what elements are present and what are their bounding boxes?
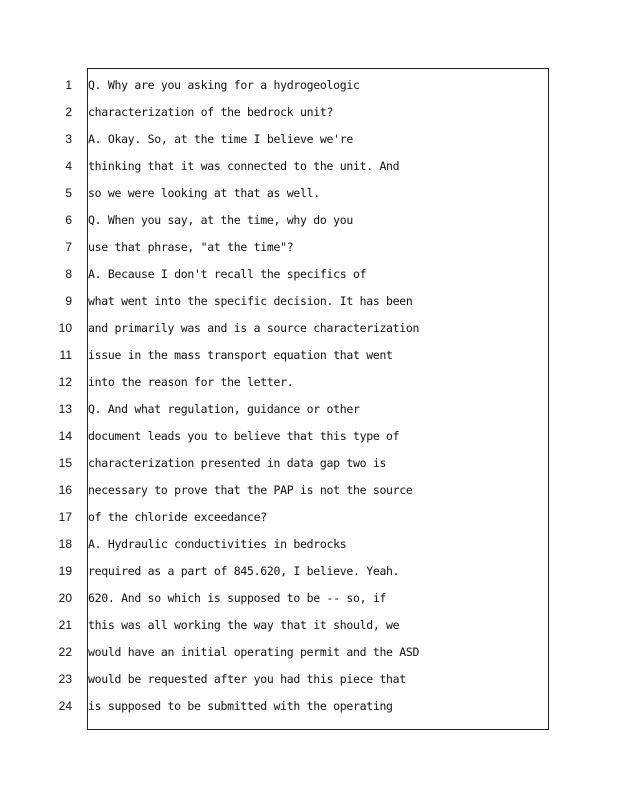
line-text: Q. Why are you asking for a hydrogeologic	[88, 78, 360, 92]
line-number: 24	[58, 699, 72, 713]
line-number: 16	[58, 483, 72, 497]
line-text: into the reason for the letter.	[88, 375, 294, 389]
line-text: would have an initial operating permit and the ASD	[88, 645, 420, 659]
line-number: 8	[65, 267, 72, 281]
line-number: 9	[65, 294, 72, 308]
line-number: 4	[65, 159, 72, 173]
transcript-line-7	[0, 234, 618, 261]
transcript-line-14	[0, 423, 618, 450]
line-number: 23	[58, 672, 72, 686]
transcript-line-18	[0, 531, 618, 558]
line-text: Q. And what regulation, guidance or other	[88, 402, 360, 416]
transcript-line-3	[0, 126, 618, 153]
line-text: Q. When you say, at the time, why do you	[88, 213, 353, 227]
line-number: 5	[65, 186, 72, 200]
transcript-line-2	[0, 99, 618, 126]
transcript-line-12	[0, 369, 618, 396]
line-number: 20	[58, 591, 72, 605]
line-number: 22	[58, 645, 72, 659]
line-number: 17	[58, 510, 72, 524]
line-text: thinking that it was connected to the unit. And	[88, 159, 400, 173]
transcript-line-4	[0, 153, 618, 180]
line-number: 6	[65, 213, 72, 227]
transcript-line-21	[0, 612, 618, 639]
transcript-line-5	[0, 180, 618, 207]
transcript-line-20	[0, 585, 618, 612]
line-text: this was all working the way that it should, we	[88, 618, 400, 632]
line-text: document leads you to believe that this type of	[88, 429, 400, 443]
line-text: what went into the specific decision. It has been	[88, 294, 413, 308]
transcript-line-22	[0, 639, 618, 666]
line-text: A. Because I don't recall the specifics of	[88, 267, 367, 281]
transcript-line-16	[0, 477, 618, 504]
transcript-line-9	[0, 288, 618, 315]
line-text: required as a part of 845.620, I believe. Yeah.	[88, 564, 400, 578]
line-text: characterization presented in data gap two is	[88, 456, 387, 470]
line-text: would be requested after you had this piece that	[88, 672, 406, 686]
line-text: of the chloride exceedance?	[88, 510, 267, 524]
transcript-line-13	[0, 396, 618, 423]
transcript-line-17	[0, 504, 618, 531]
line-number: 15	[58, 456, 72, 470]
line-text: is supposed to be submitted with the operating	[88, 699, 393, 713]
transcript-line-10	[0, 315, 618, 342]
line-number: 14	[58, 429, 72, 443]
line-number: 21	[58, 618, 72, 632]
line-number: 19	[58, 564, 72, 578]
transcript-line-15	[0, 450, 618, 477]
line-number: 18	[58, 537, 72, 551]
transcript-line-23	[0, 666, 618, 693]
line-text: use that phrase, "at the time"?	[88, 240, 294, 254]
line-number: 12	[58, 375, 72, 389]
line-number: 10	[58, 321, 72, 335]
line-number: 2	[65, 105, 72, 119]
line-number: 11	[59, 348, 72, 362]
transcript-line-1	[0, 72, 618, 99]
line-number: 3	[65, 132, 72, 146]
transcript-line-8	[0, 261, 618, 288]
line-text: necessary to prove that the PAP is not the source	[88, 483, 413, 497]
transcript-line-11	[0, 342, 618, 369]
line-text: characterization of the bedrock unit?	[88, 105, 334, 119]
line-text: A. Okay. So, at the time I believe we're	[88, 132, 353, 146]
transcript-line-24	[0, 693, 618, 720]
line-number: 13	[58, 402, 72, 416]
line-text: so we were looking at that as well.	[88, 186, 320, 200]
line-text: issue in the mass transport equation that went	[88, 348, 393, 362]
line-number: 1	[65, 78, 72, 92]
line-text: A. Hydraulic conductivities in bedrocks	[88, 537, 347, 551]
line-text: 620. And so which is supposed to be -- so, if	[88, 591, 387, 605]
line-number: 7	[65, 240, 72, 254]
transcript-line-19	[0, 558, 618, 585]
transcript-line-6	[0, 207, 618, 234]
line-text: and primarily was and is a source characterization	[88, 321, 420, 335]
